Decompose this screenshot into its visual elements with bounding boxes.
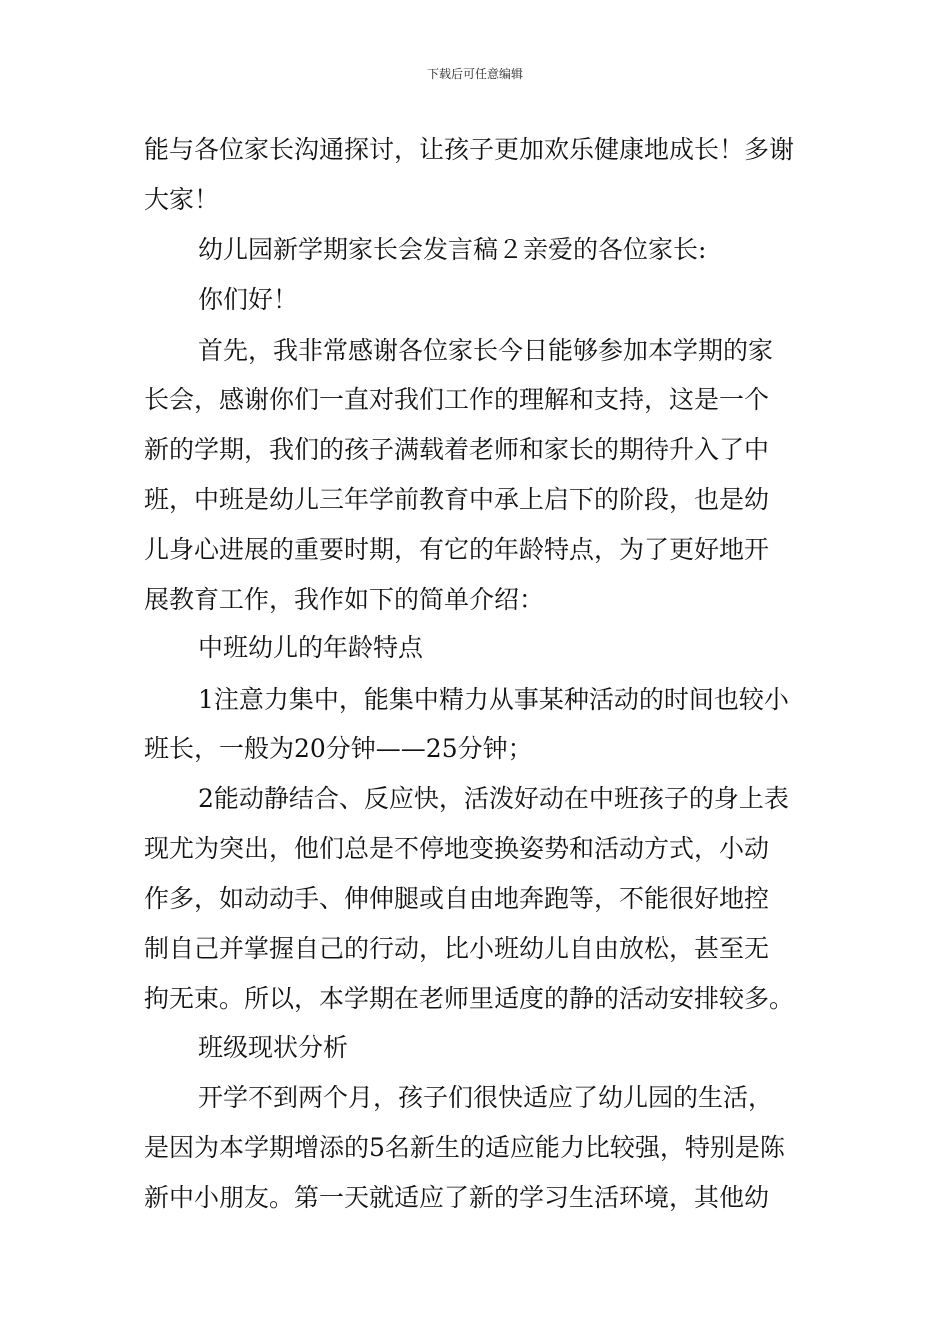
body-line: 新中小朋友。第一天就适应了新的学习生活环境，其他幼 [144, 1183, 770, 1212]
body-line: 作多，如动动手、伸伸腿或自由地奔跑等，不能很好地控 [144, 884, 770, 913]
greeting: 你们好！ [198, 285, 299, 314]
body-line: 班，中班是幼儿三年学前教育中承上启下的阶段，也是幼 [144, 485, 770, 514]
section-heading: 幼儿园新学期家长会发言稿２亲爱的各位家长: [198, 235, 707, 264]
body-line: 是因为本学期增添的5名新生的适应能力比较强，特别是陈 [144, 1133, 785, 1162]
paragraph-start: 开学不到两个月，孩子们很快适应了幼儿园的生活， [198, 1083, 774, 1112]
paragraph-start: 1注意力集中，能集中精力从事某种活动的时间也较小 [198, 685, 789, 714]
body-line: 班长，一般为20分钟——25分钟； [144, 734, 533, 763]
body-line: 制自己并掌握自己的行动，比小班幼儿自由放松，甚至无 [144, 934, 770, 963]
body-line: 儿身心进展的重要时期，有它的年龄特点，为了更好地开 [144, 535, 770, 564]
paragraph-start: 2能动静结合、反应快，活泼好动在中班孩子的身上表 [198, 784, 789, 813]
body-line: 能与各位家长沟通探讨，让孩子更加欢乐健康地成长！多谢 [144, 135, 795, 164]
section-heading: 班级现状分析 [198, 1033, 349, 1062]
body-line: 现尤为突出，他们总是不停地变换姿势和活动方式，小动 [144, 834, 770, 863]
body-line: 展教育工作，我作如下的简单介绍： [144, 585, 545, 614]
body-line: 长会，感谢你们一直对我们工作的理解和支持，这是一个 [144, 385, 770, 414]
page-header: 下载后可任意编辑 [426, 67, 523, 81]
body-line: 新的学期，我们的孩子满载着老师和家长的期待升入了中 [144, 435, 770, 464]
body-line: 大家！ [144, 185, 220, 214]
paragraph-start: 首先，我非常感谢各位家长今日能够参加本学期的家 [198, 336, 774, 365]
body-line: 拘无束。所以，本学期在老师里适度的静的活动安排较多。 [144, 984, 795, 1013]
section-heading: 中班幼儿的年龄特点 [198, 633, 424, 662]
